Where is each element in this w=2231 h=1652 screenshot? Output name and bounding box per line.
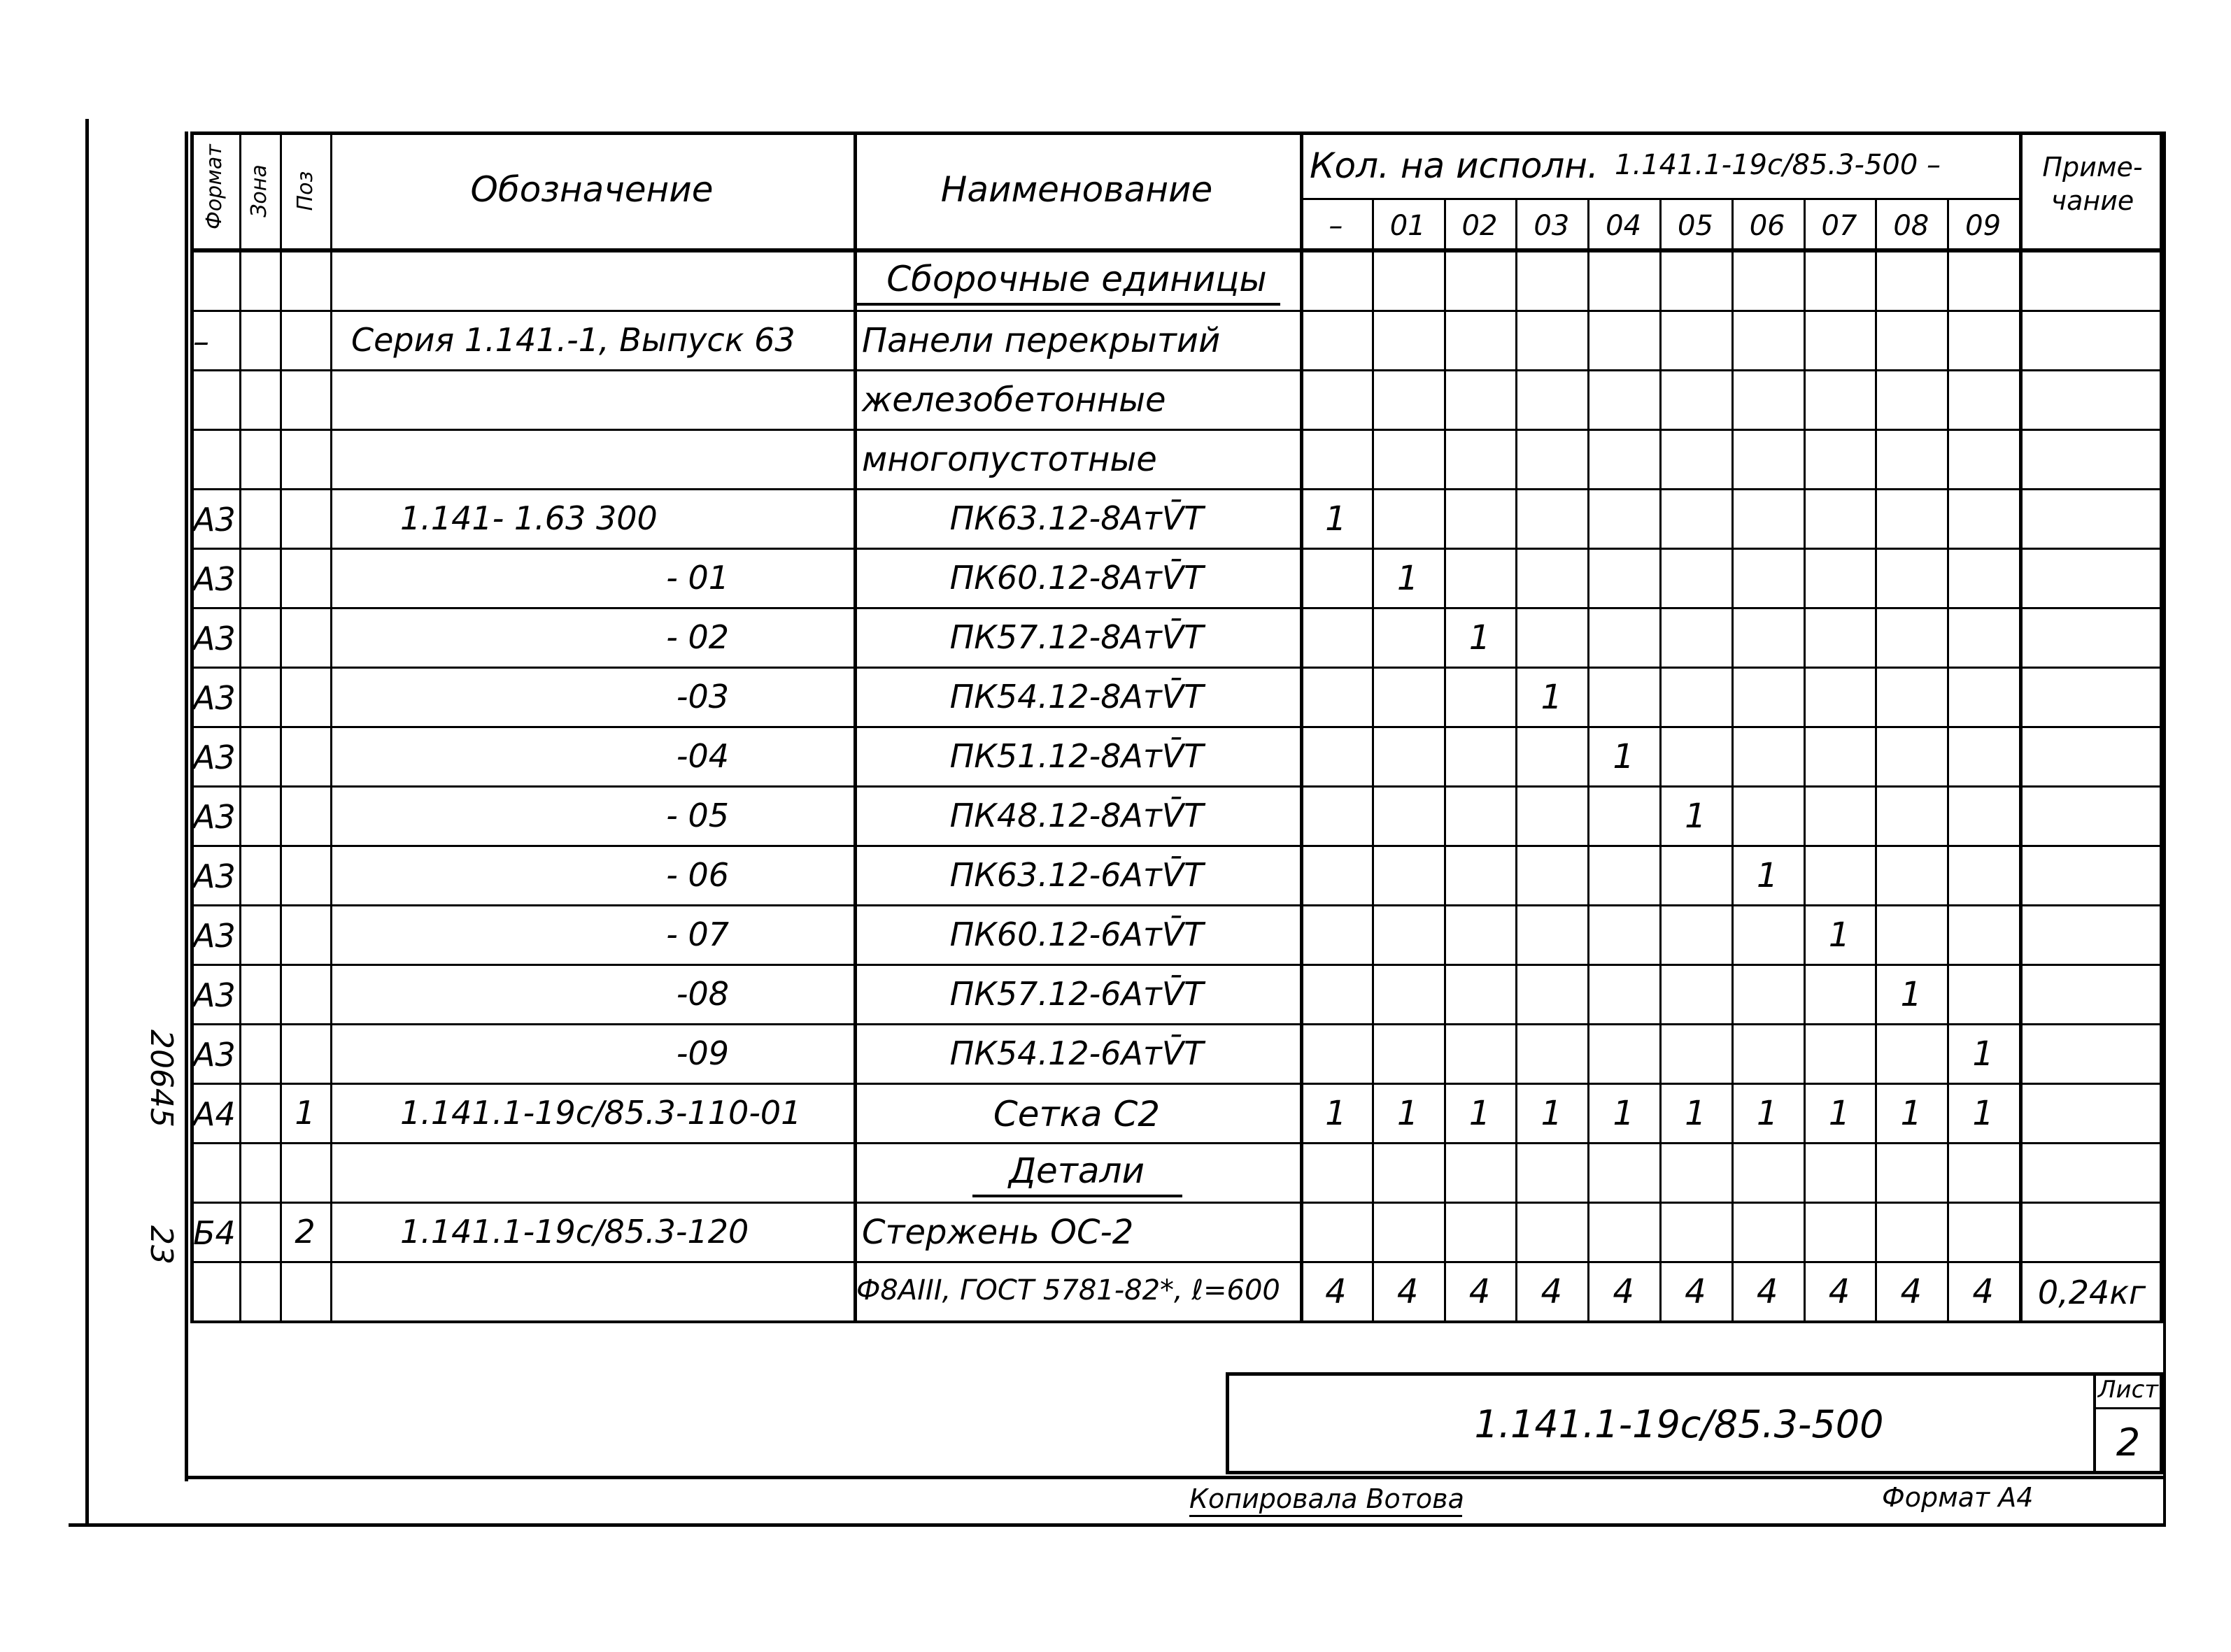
table-area-left-line [185, 131, 188, 1481]
row-qty: 4 [1972, 1272, 1994, 1311]
row-qty: 1 [1468, 1094, 1491, 1133]
title-block-doc-code: 1.141.1-19с/85.3-500 [1474, 1402, 1884, 1446]
section-title: Детали [1008, 1151, 1145, 1191]
header-pos: Поз [293, 171, 318, 211]
row-name: Стержень ОС-2 [862, 1213, 1134, 1252]
header-qty-doc: 1.141.1-19с/85.3-500 – [1615, 149, 1941, 181]
row-pos: 2 [295, 1213, 316, 1251]
row-line [190, 1083, 2163, 1085]
row-qty: 1 [1541, 1094, 1563, 1133]
row-qty: 1 [1613, 737, 1634, 776]
header-exec-col: 01 [1389, 210, 1426, 242]
row-line [190, 667, 2163, 669]
row-name: ПК60.12-8АтV̄Т [949, 559, 1204, 597]
row-name: ПК51.12-8АтV̄Т [949, 737, 1204, 775]
row-line [190, 845, 2163, 847]
row-designation: -03 [676, 678, 729, 715]
row-qty: 1 [1685, 797, 1706, 836]
row-line [190, 1023, 2163, 1025]
row-format: – [193, 322, 209, 360]
section-title: Сборочные единицы [886, 259, 1267, 299]
row-format: А3 [193, 798, 236, 836]
row-format: А3 [193, 976, 236, 1014]
row-designation: - 07 [666, 916, 729, 953]
row-format: А4 [193, 1095, 236, 1133]
specification-table [190, 131, 2163, 1311]
row-qty: 1 [1613, 1094, 1634, 1133]
row-designation: 1.141.1-19с/85.3-110-01 [400, 1094, 802, 1132]
row-qty: 1 [1396, 559, 1419, 598]
column-line [1947, 198, 1949, 1320]
row-qty: 1 [1900, 1094, 1922, 1133]
row-line [190, 785, 2163, 788]
row-line [190, 429, 2163, 431]
row-qty: 1 [1468, 618, 1491, 657]
row-qty: 1 [1828, 1094, 1850, 1133]
column-line [1804, 198, 1806, 1320]
row-name: Панели перекрытий [862, 321, 1221, 360]
row-name: ПК63.12-6АтV̄Т [949, 856, 1204, 894]
row-designation: -09 [676, 1034, 729, 1072]
row-name: ПК63.12-8АтV̄Т [949, 499, 1204, 537]
row-format: А3 [193, 620, 236, 657]
row-designation: - 02 [666, 618, 729, 656]
row-designation: - 05 [666, 797, 729, 834]
row-pos: 1 [295, 1094, 316, 1132]
row-qty: 1 [1325, 499, 1347, 539]
header-note: Приме-чание [2042, 152, 2143, 216]
row-qty: 1 [1756, 1094, 1778, 1133]
row-name: ПК54.12-6АтV̄Т [949, 1034, 1204, 1072]
table-top-border [190, 131, 2163, 135]
header-zone: Зона [247, 164, 271, 218]
row-designation: - 06 [666, 856, 729, 894]
row-qty: 4 [1468, 1272, 1491, 1311]
row-line [190, 726, 2163, 728]
header-exec-col: 03 [1534, 210, 1570, 242]
row-note: 0,24кг [2037, 1274, 2146, 1311]
row-designation: 1.141.1-19с/85.3-120 [400, 1213, 749, 1251]
row-name: многопустотные [862, 440, 1157, 479]
row-qty: 1 [1685, 1094, 1706, 1133]
row-qty: 1 [1828, 916, 1850, 955]
row-name: Ф8АIII, ГОСТ 5781-82*, ℓ=600 [856, 1274, 1280, 1306]
sheet-number: 2 [2116, 1420, 2141, 1465]
left-frame-line [85, 119, 89, 1525]
row-name: ПК57.12-8АтV̄Т [949, 618, 1204, 656]
header-exec-col: 07 [1821, 210, 1857, 242]
sheet-label-divider [2093, 1407, 2163, 1409]
column-line [1731, 198, 1734, 1320]
column-line [1515, 198, 1517, 1320]
row-qty: 4 [1685, 1272, 1706, 1311]
row-name: Сетка С2 [993, 1094, 1161, 1134]
qty-header-split-line [1300, 198, 2019, 200]
row-line [190, 548, 2163, 550]
row-qty: 1 [1972, 1094, 1994, 1133]
row-format: А3 [193, 857, 236, 895]
copied-by-signature: Копировала Вотова [1189, 1483, 1464, 1514]
row-qty: 1 [1325, 1094, 1347, 1133]
row-designation: -04 [676, 737, 729, 775]
margin-inventory-number: 20645 [143, 1030, 179, 1127]
row-qty: 1 [1972, 1034, 1994, 1074]
row-line [190, 488, 2163, 490]
row-line [190, 607, 2163, 609]
row-format: А3 [193, 501, 236, 539]
row-qty: 1 [1900, 975, 1922, 1014]
header-exec-col: 02 [1461, 210, 1498, 242]
section-title-underline [972, 1195, 1182, 1197]
row-format: А3 [193, 917, 236, 955]
row-qty: 4 [1325, 1272, 1347, 1311]
column-line [1372, 198, 1374, 1320]
row-line [190, 1142, 2163, 1144]
row-qty: 1 [1541, 678, 1563, 717]
header-exec-col: 05 [1677, 210, 1713, 242]
header-name: Наименование [940, 169, 1213, 210]
row-designation: 1.141- 1.63 300 [400, 499, 658, 537]
table-bottom-border [190, 1320, 2163, 1323]
column-line [1875, 198, 1877, 1320]
row-qty: 4 [1756, 1272, 1778, 1311]
column-line [1659, 198, 1662, 1320]
row-qty: 1 [1756, 856, 1778, 895]
row-name: ПК57.12-6АтV̄Т [949, 975, 1204, 1013]
row-line [190, 964, 2163, 966]
row-format: А3 [193, 679, 236, 717]
row-format: А3 [193, 560, 236, 598]
section-title-underline [854, 303, 1280, 306]
row-designation: - 01 [666, 559, 729, 597]
bottom-frame-line [69, 1523, 2166, 1527]
row-qty: 4 [1396, 1272, 1419, 1311]
header-qty: Кол. на исполн. [1310, 145, 1599, 186]
row-line [190, 310, 2163, 312]
header-designation: Обозначение [470, 169, 714, 210]
right-frame-line [2163, 131, 2166, 1525]
header-format: Формат [202, 144, 227, 229]
row-line [190, 369, 2163, 371]
margin-page-number: 23 [143, 1225, 179, 1265]
row-line [190, 904, 2163, 906]
header-exec-col: – [1329, 210, 1343, 242]
header-exec-col: 06 [1749, 210, 1785, 242]
footer-format: Формат А4 [1882, 1482, 2034, 1513]
header-bottom-border [190, 248, 2163, 252]
table-area-bottom-line [185, 1476, 2163, 1479]
column-line [1444, 198, 1446, 1320]
row-qty: 4 [1828, 1272, 1850, 1311]
row-name: ПК48.12-8АтV̄Т [949, 797, 1204, 834]
header-exec-col: 09 [1965, 210, 2002, 242]
row-designation: -08 [676, 975, 729, 1013]
row-line [190, 1261, 2163, 1263]
row-name: железобетонные [862, 380, 1166, 420]
row-line [190, 1202, 2163, 1204]
sheet-label: Лист [2097, 1376, 2159, 1404]
header-exec-col: 04 [1606, 210, 1642, 242]
row-format: А3 [193, 1036, 236, 1074]
row-qty: 1 [1396, 1094, 1419, 1133]
row-qty: 4 [1613, 1272, 1634, 1311]
copied-by-underline [1189, 1515, 1462, 1517]
row-designation: Серия 1.141.-1, Выпуск 63 [351, 321, 795, 359]
row-qty: 4 [1900, 1272, 1922, 1311]
row-name: ПК60.12-6АтV̄Т [949, 916, 1204, 953]
row-format: Б4 [193, 1214, 236, 1252]
row-qty: 4 [1541, 1272, 1563, 1311]
header-exec-col: 08 [1893, 210, 1929, 242]
row-format: А3 [193, 739, 236, 776]
row-name: ПК54.12-8АтV̄Т [949, 678, 1204, 715]
